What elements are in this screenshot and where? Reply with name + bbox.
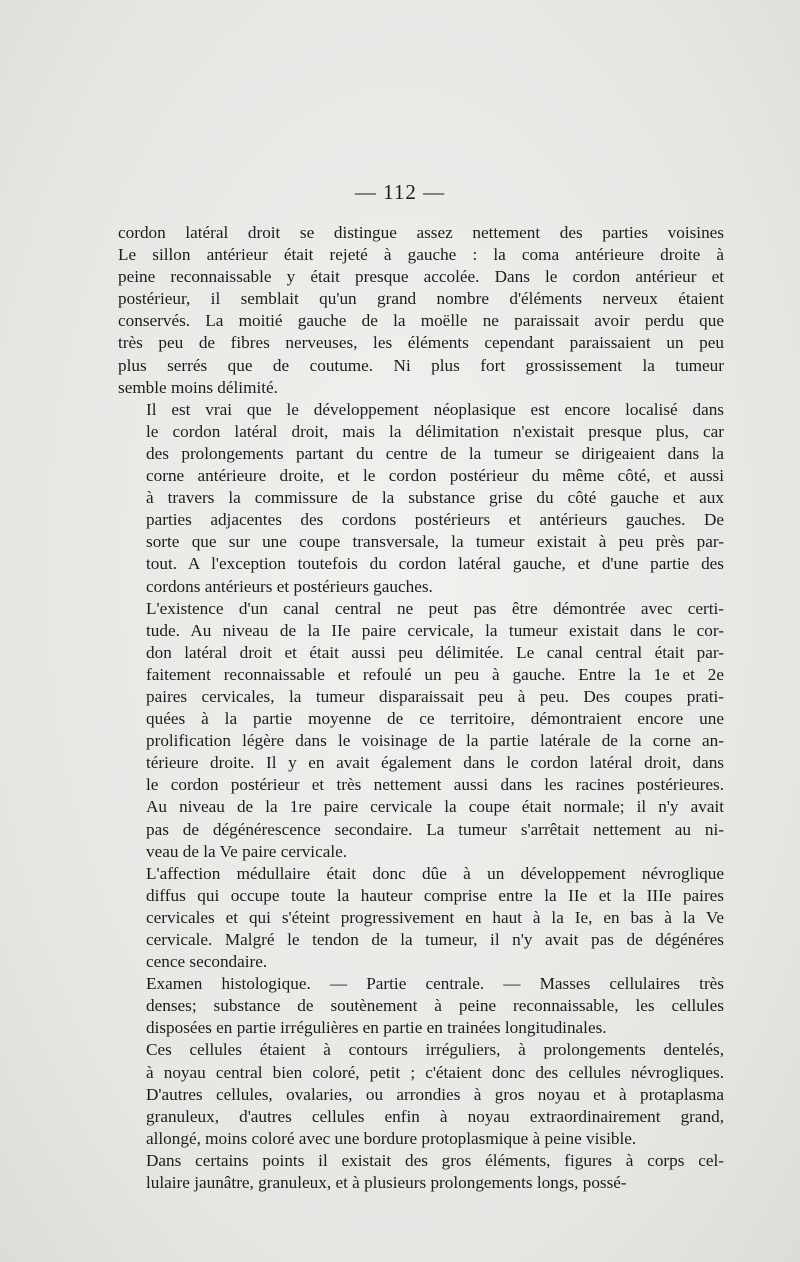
text-line: cervicales et qui s'éteint progressivement en haut à la Ie, en bas à la Ve: [146, 907, 724, 927]
text-line: le cordon postérieur et très nettement aussi dans les racines postérieures.: [146, 775, 724, 795]
text-line: denses; substance de soutènement à peine reconnaissable, les cellules: [146, 996, 724, 1016]
text-line: très peu de fibres nerveuses, les éléments cependant paraissaient un peu: [118, 333, 724, 353]
text-line: veau de la Ve paire cervicale.: [146, 841, 348, 861]
text-line: Dans certains points il existait des gros éléments, figures à corps cel-: [146, 1150, 724, 1170]
text-line: Au niveau de la 1re paire cervicale la coupe était normale; il n'y avait: [146, 797, 724, 817]
text-line: des prolongements partant du centre de la tumeur se dirigeaient dans la: [146, 443, 724, 463]
text-line: L'existence d'un canal central ne peut pas être démontrée avec certi-: [146, 598, 724, 618]
text-line: don latéral droit et était aussi peu délimitée. Le canal central était par-: [146, 642, 724, 662]
text-line: postérieur, il semblait qu'un grand nombre d'éléments nerveux étaient: [118, 289, 724, 309]
paragraph: [118, 399, 724, 598]
page-number: — 112 —: [354, 180, 446, 204]
text-line: cordons antérieurs et postérieurs gauches.: [146, 576, 433, 596]
text-line: corne antérieure droite, et le cordon postérieur du même côté, et aussi: [146, 466, 724, 486]
paragraph: [118, 222, 724, 399]
text-line: térieure droite. Il y en avait également dans le cordon latéral droit, dans: [146, 753, 724, 773]
text-line: D'autres cellules, ovalaries, ou arrondies à gros noyau et à protaplasma: [146, 1084, 724, 1104]
text-line: prolification légère dans le voisinage de la partie latérale de la corne an-: [146, 731, 724, 751]
text-line: cence secondaire.: [146, 952, 268, 972]
paragraph: [118, 598, 724, 863]
text-line: cervicale. Malgré le tendon de la tumeur, il n'y avait pas de dégénéres: [146, 930, 724, 949]
text-line: Ces cellules étaient à contours irréguliers, à prolongements dentelés,: [146, 1040, 724, 1060]
text-line: sorte que sur une coupe transversale, la tumeur existait à peu près par-: [146, 532, 724, 552]
text-line: diffus qui occupe toute la hauteur comprise entre la IIe et la IIIe paires: [146, 885, 724, 905]
text-line: peine reconnaissable y était presque accolée. Dans le cordon antérieur et: [118, 267, 724, 287]
text-line: faitement reconnaissable et refoulé un peu à gauche. Entre la 1e et 2e: [146, 664, 724, 684]
text-line: disposées en partie irrégulières en partie en trainées longitudinales.: [146, 1018, 607, 1038]
text-line: pas de dégénérescence secondaire. La tumeur s'arrêtait nettement au ni-: [146, 819, 724, 839]
text-line: semble moins délimité.: [118, 377, 278, 397]
text-line: tout. A l'exception toutefois du cordon latéral gauche, et d'une partie des: [146, 554, 724, 574]
text-line: parties adjacentes des cordons postérieurs et antérieurs gauches. De: [146, 510, 724, 530]
text-line: à noyau central bien coloré, petit ; c'étaient donc des cellules névrogliques.: [146, 1062, 724, 1082]
paragraph: [118, 863, 724, 973]
text-line: à travers la commissure de la substance grise du côté gauche et aux: [146, 488, 724, 508]
text-line: Il est vrai que le développement néoplasique est encore localisé dans: [146, 399, 724, 419]
text-line: Le sillon antérieur était rejeté à gauche : la coma antérieure droite à: [118, 245, 724, 265]
text-line: L'affection médullaire était donc dûe à un développement névroglique: [146, 863, 724, 883]
text-line: cordon latéral droit se distingue assez nettement des parties voisines: [118, 223, 724, 242]
text-line: quées à la partie moyenne de ce territoire, démontraient encore une: [146, 709, 724, 729]
text-line: plus serrés que de coutume. Ni plus fort grossissement la tumeur: [118, 355, 724, 375]
paragraph: [118, 1039, 724, 1149]
body-text: [118, 222, 724, 1194]
text-line: granuleux, d'autres cellules enfin à noyau extraordinairement grand,: [146, 1106, 724, 1126]
text-line: paires cervicales, la tumeur disparaissait peu à peu. Des coupes prati-: [146, 686, 724, 706]
paragraph: [118, 973, 724, 1039]
paragraph: [118, 1150, 724, 1194]
text-line: Examen histologique. — Partie centrale. — Masses cellulaires très: [146, 974, 724, 994]
text-line: allongé, moins coloré avec une bordure protoplasmique à peine visible.: [146, 1128, 637, 1148]
text-line: lulaire jaunâtre, granuleux, et à plusieurs prolongements longs, possé-: [146, 1173, 627, 1193]
text-line: conservés. La moitié gauche de la moëlle ne paraissait avoir perdu que: [118, 311, 724, 331]
text-line: le cordon latéral droit, mais la délimitation n'existait presque plus, car: [146, 421, 724, 441]
text-line: tude. Au niveau de la IIe paire cervicale, la tumeur existait dans le cor-: [146, 620, 724, 640]
